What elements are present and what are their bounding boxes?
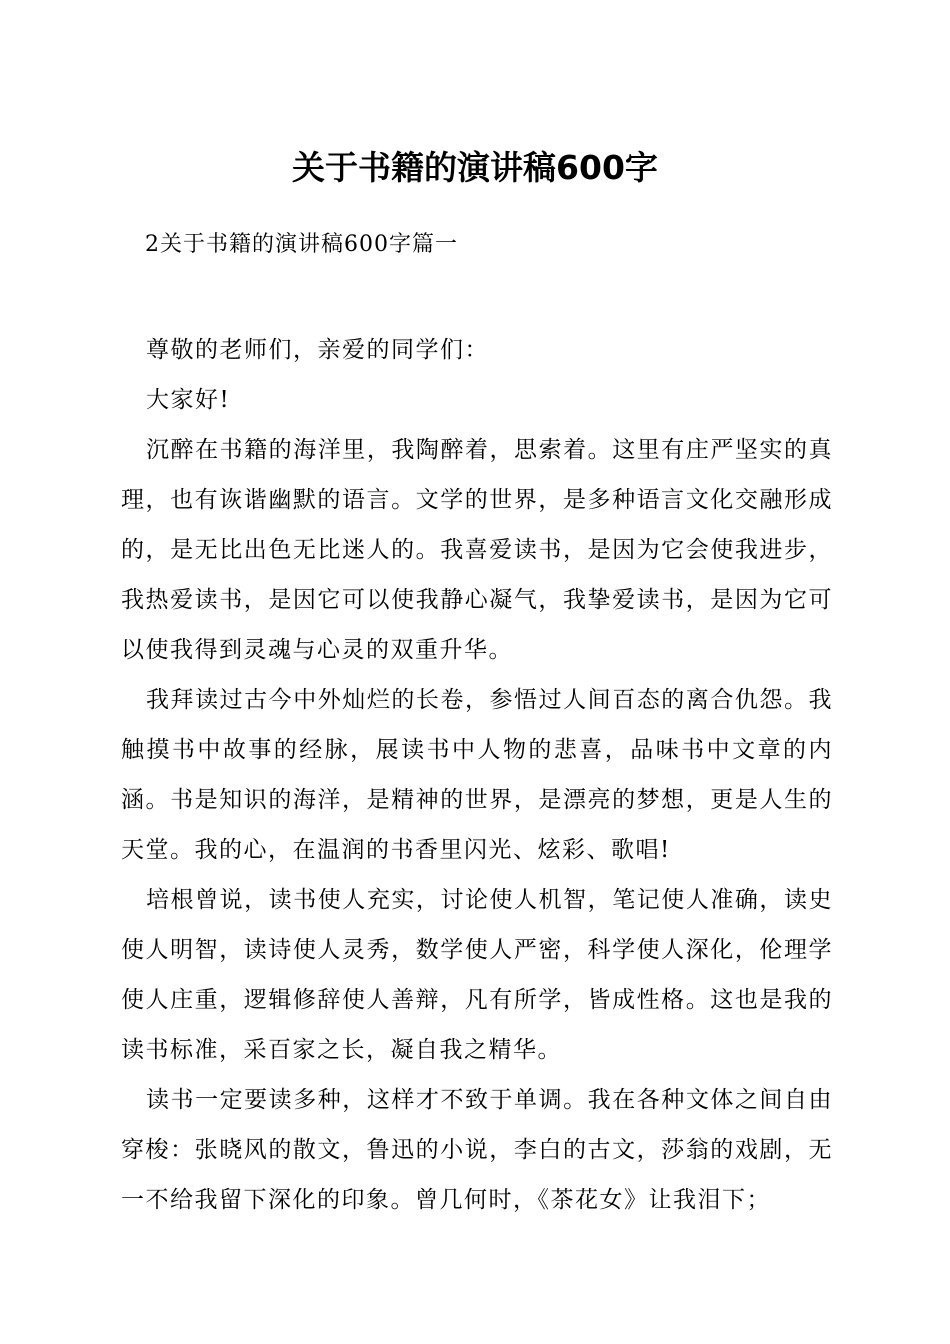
paragraph: 读书一定要读多种，这样才不致于单调。我在各种文体之间自由穿梭：张晓风的散文，鲁迅的小说，李白的古文，莎翁的戏剧，无一不给我留下深化的印象。曾几何时，《茶花女》让我泪下；	[121, 1087, 833, 1213]
paragraph-salutation: 尊敬的老师们，亲爱的同学们：	[146, 337, 489, 363]
paragraph-greeting: 大家好!	[146, 387, 231, 413]
paragraph: 我拜读过古今中外灿烂的长卷，参悟过人间百态的离合仇怨。我触摸书中故事的经脉，展读书中人物的悲喜，品味书中文章的内涵。书是知识的海洋，是精神的世界，是漂亮的梦想，更是人生的天堂。我的心，在温润的书香里闪光、炫彩、歌唱!	[121, 687, 833, 863]
section-heading: 2关于书籍的演讲稿600字篇一	[145, 232, 458, 257]
document-body	[121, 325, 833, 1225]
document-title: 关于书籍的演讲稿600字	[292, 148, 658, 187]
paragraph: 培根曾说，读书使人充实，讨论使人机智，笔记使人准确，读史使人明智，读诗使人灵秀，数学使人严密，科学使人深化，伦理学使人庄重，逻辑修辞使人善辩，凡有所学，皆成性格。这也是我的读书标准，采百家之长，凝自我之精华。	[121, 887, 833, 1063]
paragraph: 沉醉在书籍的海洋里，我陶醉着，思索着。这里有庄严坚实的真理，也有诙谐幽默的语言。文学的世界，是多种语言文化交融形成的，是无比出色无比迷人的。我喜爱读书，是因为它会使我进步，我热爱读书，是因它可以使我静心凝气，我挚爱读书，是因为它可以使我得到灵魂与心灵的双重升华。	[121, 437, 833, 663]
